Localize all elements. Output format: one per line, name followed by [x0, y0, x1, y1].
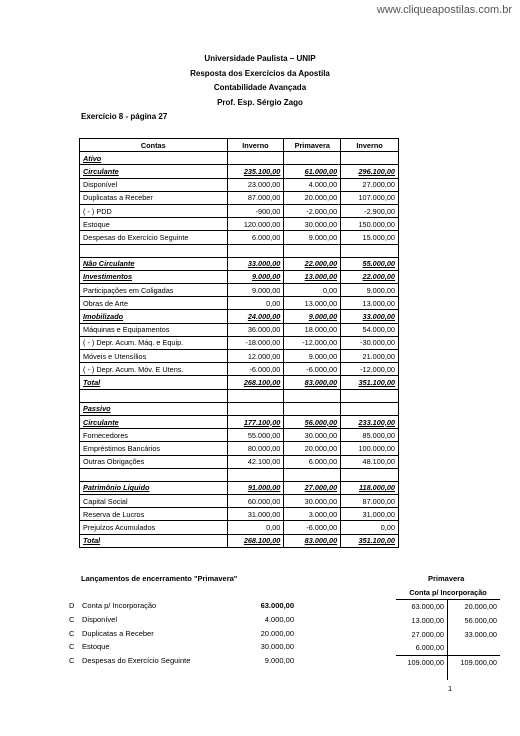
account-value: 48.100,00 [341, 455, 399, 468]
account-value: 30.000,00 [284, 429, 341, 442]
account-value: 235.100,00 [227, 165, 284, 178]
account-name: Despesas do Exercício Seguinte [80, 231, 228, 244]
account-name: Total [80, 376, 228, 389]
account-name: Não Circulante [80, 257, 228, 270]
account-name: Máquinas e Equipamentos [80, 323, 228, 336]
journal-entry [64, 601, 294, 615]
account-value: 9.000,00 [284, 310, 341, 323]
account-name: ( - ) Depr. Acum. Móv. E Utens. [80, 363, 228, 376]
account-value [341, 468, 399, 481]
account-name: Estoque [80, 218, 228, 231]
account-name [80, 244, 228, 257]
t-credit [448, 641, 500, 655]
university-name: Universidade Paulista – UNIP [204, 54, 316, 63]
t-debit: 6.000,00 [396, 641, 448, 655]
account-name: Circulante [80, 415, 228, 428]
table-row [80, 231, 399, 244]
account-value: 54.000,00 [341, 323, 399, 336]
t-account-row [396, 600, 500, 614]
t-account-row [396, 641, 500, 655]
account-value: 85.000,00 [341, 429, 399, 442]
journal-entry [64, 629, 294, 643]
account-value: 4.000,00 [284, 178, 341, 191]
account-value: 0,00 [284, 284, 341, 297]
table-row [80, 350, 399, 363]
t-credit-total: 109.000,00 [460, 658, 497, 668]
t-account-row [396, 614, 500, 628]
table-row [80, 165, 399, 178]
account-value: -12.000,00 [284, 336, 341, 349]
account-value: 9.000,00 [227, 284, 284, 297]
account-value: 33.000,00 [227, 257, 284, 270]
account-value: 351.100,00 [341, 376, 399, 389]
blank-row [80, 244, 399, 257]
account-name: Empréstimos Bancários [80, 442, 228, 455]
table-row [80, 191, 399, 204]
table-header-row [80, 139, 399, 152]
debit-credit-flag: C [69, 628, 75, 638]
t-debit: 27.000,00 [396, 628, 448, 642]
account-value: 13.000,00 [284, 270, 341, 283]
account-value: 0,00 [227, 521, 284, 534]
entry-account: Disponível [82, 614, 118, 624]
account-value: 83.000,00 [284, 376, 341, 389]
balance-sheet-table [79, 138, 399, 548]
closing-entries-list [64, 601, 294, 670]
table-row [80, 284, 399, 297]
account-value: 30.000,00 [284, 495, 341, 508]
journal-entry [64, 656, 294, 670]
account-value: 55.000,00 [341, 257, 399, 270]
entry-value: 30.000,00 [260, 642, 294, 652]
t-account [396, 586, 500, 670]
account-value: 83.000,00 [284, 534, 341, 547]
entry-value: 63.000,00 [260, 601, 294, 610]
account-value [341, 244, 399, 257]
entry-account: Conta p/ Incorporação [82, 601, 157, 610]
col-header-inverno: Inverno [227, 139, 284, 152]
exercise-title: Exercício 8 - página 27 [81, 112, 168, 121]
account-value: 3.000,00 [284, 508, 341, 521]
account-value: 33.000,00 [341, 310, 399, 323]
table-row [80, 204, 399, 217]
account-value [284, 402, 341, 415]
account-value: 150.000,00 [341, 218, 399, 231]
account-value: 20.000,00 [284, 442, 341, 455]
account-value [227, 468, 284, 481]
account-name: ( - ) PDD [80, 204, 228, 217]
account-value: 268.100,00 [227, 376, 284, 389]
entry-account: Despesas do Exercício Seguinte [82, 656, 191, 666]
debit-credit-flag: C [69, 614, 75, 624]
account-value [227, 244, 284, 257]
account-value: 60.000,00 [227, 495, 284, 508]
table-row [80, 152, 399, 165]
closing-entries-title: Lançamentos de encerramento "Primavera" [81, 574, 238, 583]
account-value: 100.000,00 [341, 442, 399, 455]
account-value: 27.000,00 [284, 481, 341, 494]
account-value [284, 152, 341, 165]
table-row [80, 508, 399, 521]
account-value: 55.000,00 [227, 429, 284, 442]
account-value: 9.000,00 [284, 350, 341, 363]
account-value: 23.000,00 [227, 178, 284, 191]
entry-value: 9.000,00 [264, 656, 294, 666]
account-name: Duplicatas a Receber [80, 191, 228, 204]
t-credit: 33.000,00 [464, 629, 497, 639]
account-value: -2.900,00 [341, 204, 399, 217]
journal-entry [64, 642, 294, 656]
account-value: 24.000,00 [227, 310, 284, 323]
account-value: 233.100,00 [341, 415, 399, 428]
account-name: Reserva de Lucros [80, 508, 228, 521]
col-header-inverno-2: Inverno [341, 139, 399, 152]
t-credit: 56.000,00 [464, 615, 497, 625]
account-value: 31.000,00 [227, 508, 284, 521]
t-debit-total: 109.000,00 [396, 656, 448, 670]
account-value: 31.000,00 [341, 508, 399, 521]
account-name: Obras de Arte [80, 297, 228, 310]
account-value [341, 389, 399, 402]
account-value: 296.100,00 [341, 165, 399, 178]
account-value [227, 389, 284, 402]
t-account-season: Primavera [428, 574, 465, 583]
account-value: 18.000,00 [284, 323, 341, 336]
account-value: 42.100,00 [227, 455, 284, 468]
account-value: 91.000,00 [227, 481, 284, 494]
account-value [227, 402, 284, 415]
course-name: Contabilidade Avançada [213, 83, 307, 92]
table-row [80, 402, 399, 415]
t-account-stem [447, 668, 448, 680]
table-row [80, 442, 399, 455]
table-row [80, 323, 399, 336]
t-account-name: Conta p/ Incorporação [396, 586, 500, 600]
account-value: 36.000,00 [227, 323, 284, 336]
account-name: Circulante [80, 165, 228, 178]
account-value: 12.000,00 [227, 350, 284, 363]
entry-account: Duplicatas a Receber [82, 628, 154, 638]
account-value: 15.000,00 [341, 231, 399, 244]
account-value: 9.000,00 [341, 284, 399, 297]
account-value: 0,00 [227, 297, 284, 310]
table-row [80, 376, 399, 389]
account-value: 87.000,00 [341, 495, 399, 508]
account-value [284, 244, 341, 257]
account-name: Ativo [80, 152, 228, 165]
account-value: -18.000,00 [227, 336, 284, 349]
page-number: 1 [448, 684, 453, 693]
account-value: -900,00 [227, 204, 284, 217]
table-row [80, 270, 399, 283]
blank-row [80, 468, 399, 481]
document-header [0, 52, 520, 110]
account-name: Móveis e Utensílios [80, 350, 228, 363]
account-value: 0,00 [341, 521, 399, 534]
account-name: Fornecedores [80, 429, 228, 442]
account-value: 107.000,00 [341, 191, 399, 204]
account-name: ( - ) Depr. Acum. Máq. e Equip. [80, 336, 228, 349]
account-value: 30.000,00 [284, 218, 341, 231]
account-value: 13.000,00 [284, 297, 341, 310]
account-value: 56.000,00 [284, 415, 341, 428]
table-row [80, 495, 399, 508]
t-account-row [396, 628, 500, 642]
account-value: 177.100,00 [227, 415, 284, 428]
blank-row [80, 389, 399, 402]
account-value: 118.000,00 [341, 481, 399, 494]
account-value: 61.000,00 [284, 165, 341, 178]
table-row [80, 429, 399, 442]
account-name: Capital Social [80, 495, 228, 508]
account-name: Passivo [80, 402, 228, 415]
t-debit: 13.000,00 [396, 614, 448, 628]
account-name: Investimentos [80, 270, 228, 283]
table-row [80, 310, 399, 323]
table-row [80, 455, 399, 468]
table-row [80, 534, 399, 547]
col-header-contas: Contas [80, 139, 228, 152]
table-row [80, 178, 399, 191]
document-subtitle: Resposta dos Exercícios da Apostila [190, 68, 330, 78]
account-value: 22.000,00 [341, 270, 399, 283]
professor-name: Prof. Esp. Sérgio Zago [217, 97, 303, 107]
account-value: 9.000,00 [227, 270, 284, 283]
table-row [80, 218, 399, 231]
account-name: Patrimônio Líquido [80, 481, 228, 494]
account-value: 9.000,00 [284, 231, 341, 244]
account-name: Total [80, 534, 228, 547]
account-name: Imobilizado [80, 310, 228, 323]
debit-credit-flag: C [69, 656, 75, 666]
table-row [80, 415, 399, 428]
account-value [341, 152, 399, 165]
account-value: -2.000,00 [284, 204, 341, 217]
account-value: -6.000,00 [284, 521, 341, 534]
table-row [80, 521, 399, 534]
account-value: -12.000,00 [341, 363, 399, 376]
account-value: -6.000,00 [284, 363, 341, 376]
t-credit: 20.000,00 [464, 602, 497, 611]
account-value: 22.000,00 [284, 257, 341, 270]
entry-account: Estoque [82, 642, 110, 652]
journal-entry [64, 615, 294, 629]
account-value: 120.000,00 [227, 218, 284, 231]
account-name: Disponível [80, 178, 228, 191]
col-header-primavera: Primavera [284, 139, 341, 152]
account-value: -30.000,00 [341, 336, 399, 349]
t-account-total-row [396, 655, 500, 670]
account-value: 351.100,00 [341, 534, 399, 547]
table-row [80, 257, 399, 270]
account-value: 27.000,00 [341, 178, 399, 191]
watermark: www.cliqueapostilas.com.br [376, 4, 512, 16]
entry-value: 4.000,00 [264, 614, 294, 624]
account-value: 268.100,00 [227, 534, 284, 547]
t-debit: 63.000,00 [396, 600, 448, 614]
table-row [80, 363, 399, 376]
account-name: Participações em Coligadas [80, 284, 228, 297]
account-name: Prejuízos Acumulados [80, 521, 228, 534]
account-value: 6.000,00 [227, 231, 284, 244]
table-row [80, 481, 399, 494]
account-value: 87.000,00 [227, 191, 284, 204]
account-value: 6.000,00 [284, 455, 341, 468]
account-value [341, 402, 399, 415]
account-value [227, 152, 284, 165]
account-value: 20.000,00 [284, 191, 341, 204]
account-name: Outras Obrigações [80, 455, 228, 468]
entry-value: 20.000,00 [260, 628, 294, 638]
account-value: -6.000,00 [227, 363, 284, 376]
debit-credit-flag: D [69, 601, 75, 610]
debit-credit-flag: C [69, 642, 75, 652]
account-name [80, 389, 228, 402]
account-value: 21.000,00 [341, 350, 399, 363]
account-value [284, 468, 341, 481]
table-row [80, 336, 399, 349]
account-value [284, 389, 341, 402]
table-row [80, 297, 399, 310]
account-name [80, 468, 228, 481]
account-value: 80.000,00 [227, 442, 284, 455]
account-value: 13.000,00 [341, 297, 399, 310]
